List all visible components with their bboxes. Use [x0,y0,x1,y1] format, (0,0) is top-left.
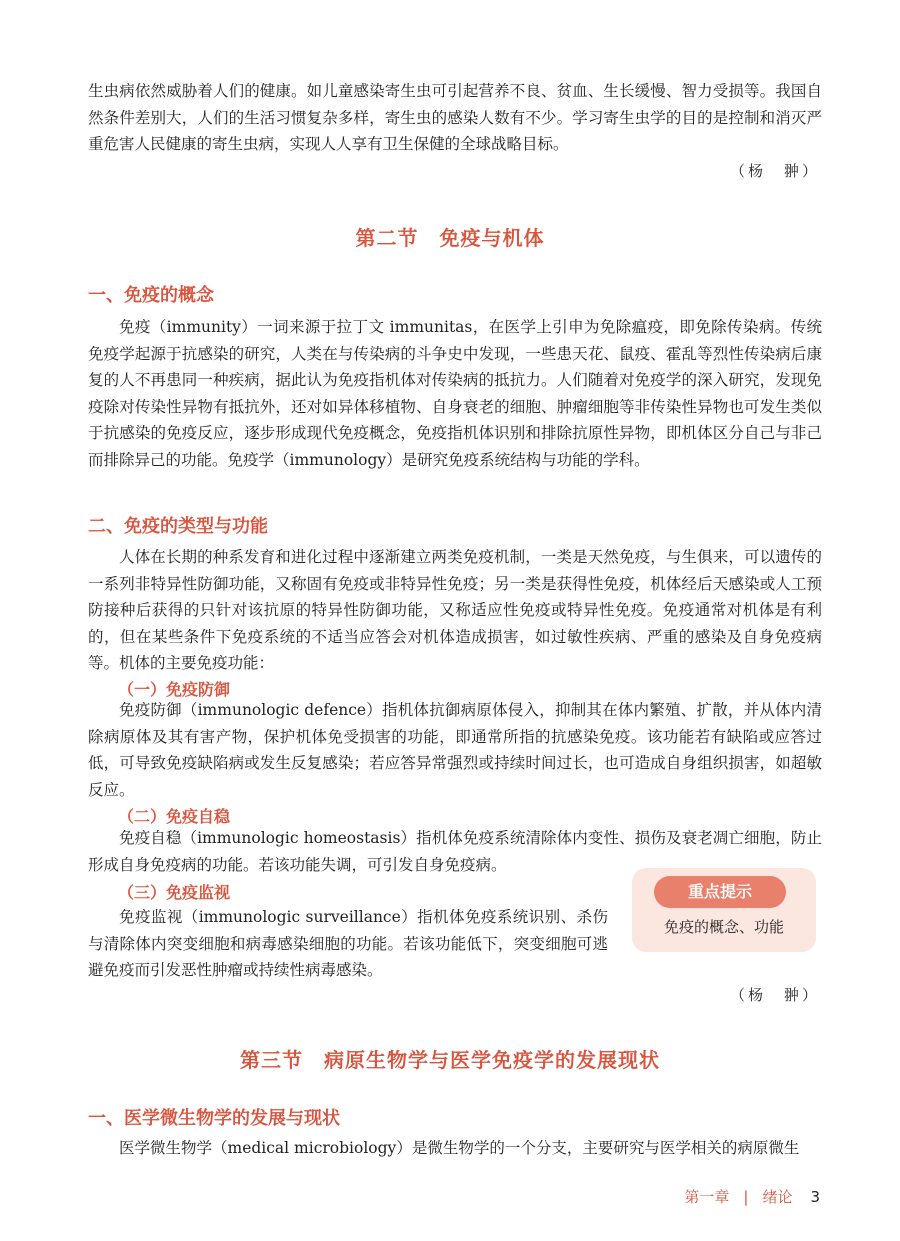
heading-immunity-types: 二、免疫的类型与功能 [88,516,268,537]
footer-chapter: 第一章 [684,1188,730,1206]
paragraph-immune-defence: 免疫防御（immunologic defence）指机体抗御病原体侵入，抑制其在体内繁殖、扩散，并从体内清除病原体及其有害产物，保护机体免受损害的功能，即通常所指的抗感染免疫。该功能若有缺陷或应答过低，可导致免疫缺陷病或发生反复感染；若应答异常强烈或持续时间过长，也可造成自身组织损害，如超敏反应。 [88,701,822,799]
footer-chapter-title: 绪论 [762,1188,793,1206]
page-footer [684,1186,820,1207]
key-point-callout [632,868,816,952]
paragraph-medical-microbiology: 医学微生物学（medical microbiology）是微生物学的一个分支，主要研究与医学相关的病原微生 [119,1139,800,1157]
heading-immunity-concept: 一、免疫的概念 [88,285,214,306]
subheading-immune-homeostasis: （二）免疫自稳 [118,807,231,826]
key-point-text: 免疫的概念、功能 [663,918,784,936]
subheading-immune-defence: （一）免疫防御 [118,680,231,699]
page-number: 3 [810,1187,820,1206]
paragraph-immune-surveillance: 免疫监视（immunologic surveillance）指机体免疫系统识别、杀伤与清除体内突变细胞和病毒感染细胞的功能。若该功能低下，突变细胞可逃避免疫而引发恶性肿瘤或持续性病毒感染。 [88,908,608,979]
key-point-tag: 重点提示 [654,876,786,908]
section-title: 第二节 免疫与机体 [355,226,545,250]
heading-medical-microbiology: 一、医学微生物学的发展与现状 [88,1108,340,1129]
author-credit: （杨 翀） [729,986,820,1004]
paragraph-immune-homeostasis: 免疫自稳（immunologic homeostasis）指机体免疫系统清除体内变性、损伤及衰老凋亡细胞，防止形成自身免疫病的功能。若该功能失调，可引发自身免疫病。 [88,829,822,874]
footer-separator: | [743,1187,749,1206]
paragraph-immunity-types: 人体在长期的种系发育和进化过程中逐渐建立两类免疫机制，一类是天然免疫，与生俱来，可以遗传的一系列非特异性防御功能，又称固有免疫或非特异性免疫；另一类是获得性免疫，机体经后天感染或人工预防接种后获得的只针对该抗原的特异性防御功能，又称适应性免疫或特异性免疫。免疫通常对机体是有利的，但在某些条件下免疫系统的不适当应答会对机体造成损害，如过敏性疾病、严重的感染及自身免疫病等。机体的主要免疫功能： [88,548,822,672]
author-credit: （杨 翀） [729,162,820,180]
intro-paragraph: 生虫病依然威胁着人们的健康。如儿童感染寄生虫可引起营养不良、贫血、生长缓慢、智力受损等。我国自然条件差别大，人们的生活习惯复杂多样，寄生虫的感染人数有不少。学习寄生虫学的目的是控制和消灭严重危害人民健康的寄生虫病，实现人人享有卫生保健的全球战略目标。 [88,82,822,153]
paragraph-immunity-concept: 免疫（immunity）一词来源于拉丁文 immunitas，在医学上引申为免除瘟疫，即免除传染病。传统免疫学起源于抗感染的研究，人类在与传染病的斗争史中发现，一些患天花、鼠疫、霍乱等烈性传染病后康复的人不再患同一种疾病，据此认为免疫指机体对传染病的抵抗力。人们随着对免疫学的深入研究，发现免疫除对传染性异物有抵抗外，还对如异体移植物、自身衰老的细胞、肿瘤细胞等非传染性异物也可发生类似于抗感染的免疫反应，逐步形成现代免疫概念，免疫指机体识别和排除抗原性异物，即机体区分自己与非己而排除异己的功能。免疫学（immunology）是研究免疫系统结构与功能的学科。 [88,318,822,469]
section-title: 第三节 病原生物学与医学免疫学的发展现状 [240,1048,660,1072]
subheading-immune-surveillance: （三）免疫监视 [118,883,231,902]
